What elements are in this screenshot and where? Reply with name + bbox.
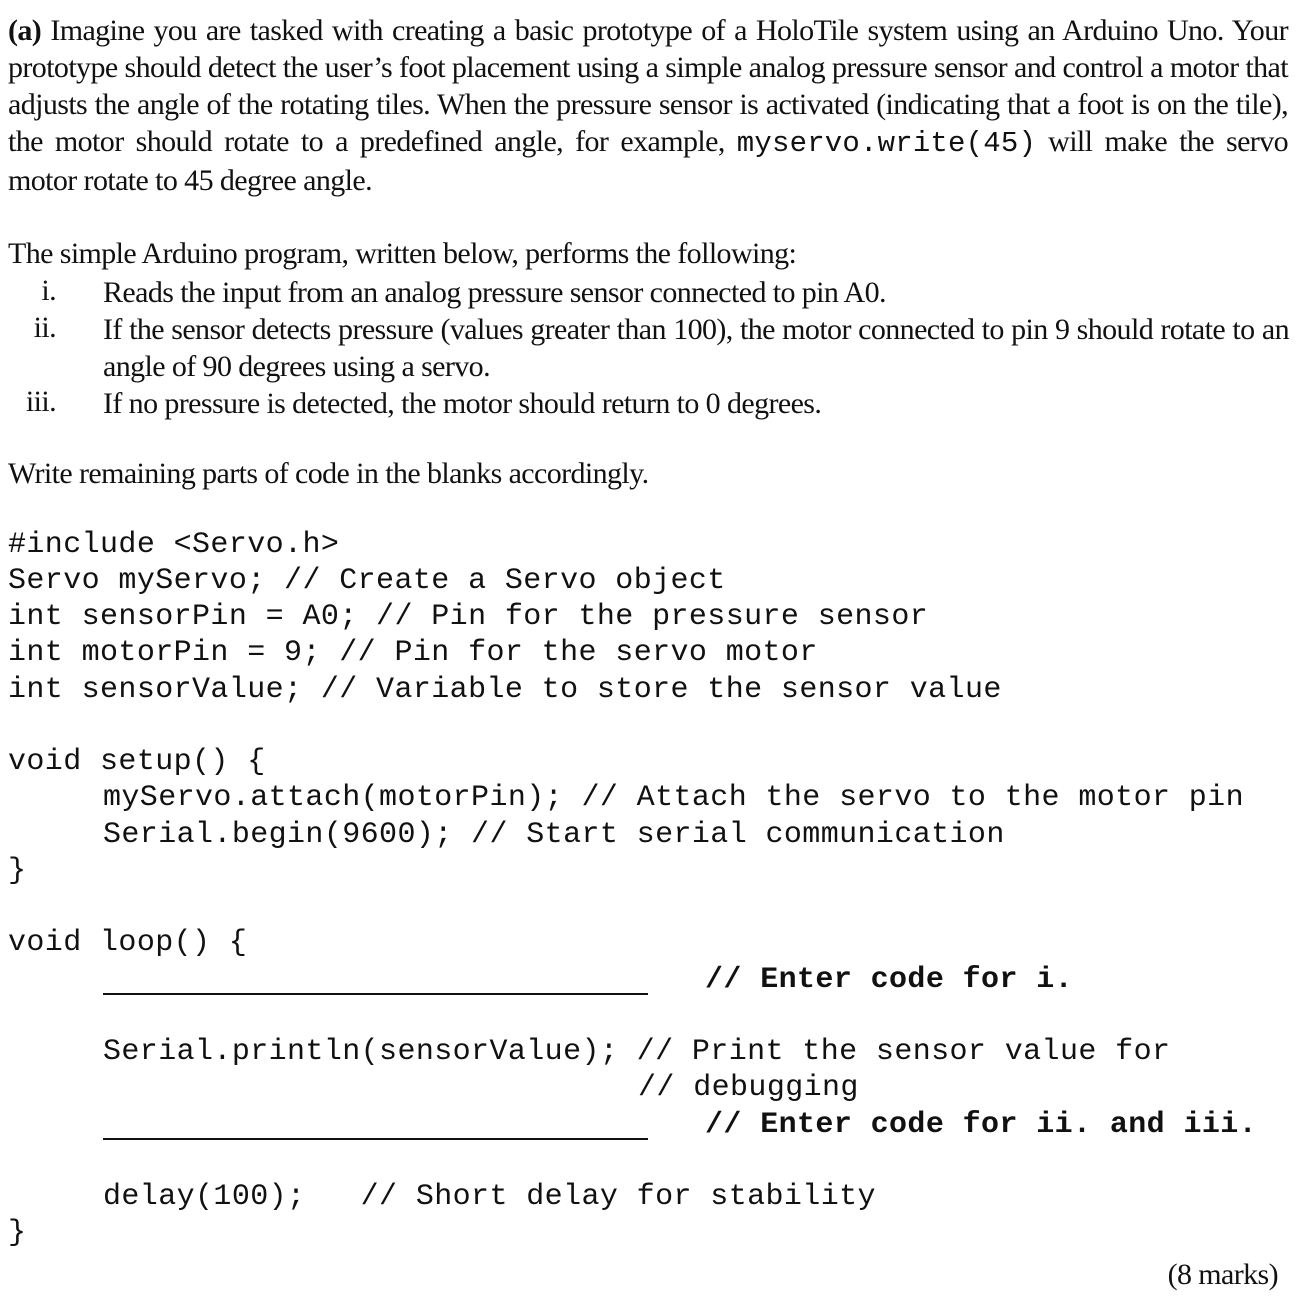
step-number: i. [41, 274, 56, 307]
code-line-sensor-value: int sensorValue; // Variable to store the sensor value [8, 673, 1002, 707]
instruction: Write remaining parts of code in the blanks accordingly. [8, 457, 649, 490]
step-number: iii. [25, 385, 56, 418]
answer-blank-2[interactable] [103, 1138, 648, 1140]
code-line-println: Serial.println(sensorValue); // Print the sensor value for [103, 1035, 1171, 1069]
code-line-include: #include <Servo.h> [8, 528, 340, 562]
step-text: If no pressure is detected, the motor should return to 0 degrees. [103, 387, 822, 420]
code-line-motor-pin: int motorPin = 9; // Pin for the servo motor [8, 636, 818, 670]
code-line-attach: myServo.attach(motorPin); // Attach the servo to the motor pin [103, 781, 1244, 815]
code-comment-blank-2: // Enter code for ii. and iii. [705, 1108, 1258, 1142]
code-line-sensor-pin: int sensorPin = A0; // Pin for the pressure sensor [8, 600, 929, 634]
intro-inline-code: myservo.write(45) [736, 127, 1037, 160]
answer-blank-1[interactable] [103, 993, 648, 995]
code-line-servo-decl: Servo myServo; // Create a Servo object [8, 564, 726, 598]
code-line-loop-open: void loop() { [8, 926, 248, 960]
code-line-setup-open: void setup() { [8, 745, 266, 779]
question-label: (a) [8, 14, 42, 47]
question-intro-paragraph [8, 12, 1288, 199]
program-intro: The simple Arduino program, written below, performs the following: [8, 237, 797, 270]
code-line-loop-close: } [8, 1216, 27, 1250]
code-line-println-cont: // debugging [638, 1071, 859, 1105]
marks-label: (8 marks) [1167, 1258, 1278, 1291]
code-line-delay: delay(100); // Short delay for stability [103, 1180, 876, 1214]
code-line-setup-close: } [8, 854, 27, 888]
step-number: ii. [33, 311, 56, 344]
step-text: If the sensor detects pressure (values greater than 100), the motor connected to pin 9 should rotate to an angle of 90 degrees using a servo. [103, 313, 1289, 383]
code-comment-blank-1: // Enter code for i. [705, 963, 1074, 997]
intro-text: Imagine you are tasked with creating a basic prototype of a HoloTile system using an Arduino Uno. Your prototype should detect the user’s foot placement using a simple analog pressure sensor and control a motor that adjusts the angle of the rotating tiles. When the pressure sensor is activated (indicating that a foot is on the tile), the motor should rotate to a predefined angle, for example, [8, 14, 1288, 158]
code-line-serial-begin: Serial.begin(9600); // Start serial communication [103, 818, 1005, 852]
intro-text-after-code: will make the servo motor rotate to 45 degree angle. [8, 125, 1289, 197]
step-text: Reads the input from an analog pressure sensor connected to pin A0. [103, 276, 886, 309]
